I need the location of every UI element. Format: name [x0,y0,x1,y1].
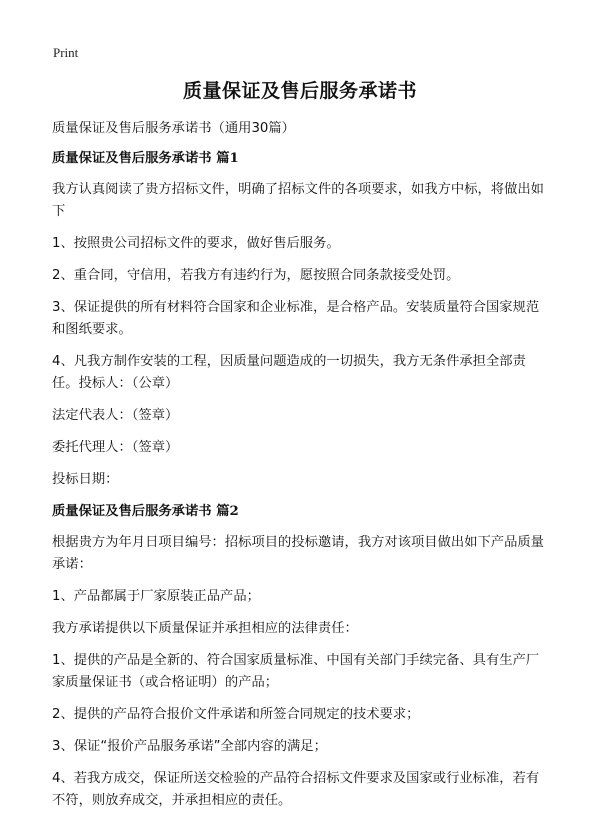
paragraph: 1、提供的产品是全新的、符合国家质量标准、中国有关部门手续完备、具有生产厂家质量保证书（或合格证明）的产品； [52,653,540,690]
paragraph: 我方承诺提供以下质量保证并承担相应的法律责任： [52,621,358,636]
paragraph: 2、重合同，守信用，若我方有违约行为，愿按照合同条款接受处罚。 [52,268,460,283]
document-body [52,118,552,822]
paragraph: 根据贵方为年月日项目编号：招标项目的投标邀请，我方对该项目做出如下产品质量承诺： [52,535,544,572]
paragraph: 2、提供的产品符合报价文件承诺和所签合同规定的技术要求； [52,707,420,722]
paragraph: 委托代理人：（签章） [52,440,179,455]
print-link[interactable]: Print [53,45,79,60]
section-heading-1: 质量保证及售后服务承诺书 篇1 [52,151,239,166]
paragraph: 3、保证“报价产品服务承诺”全部内容的满足； [52,739,327,754]
document-title: 质量保证及售后服务承诺书 [182,80,417,102]
paragraph: 1、按照贵公司招标文件的要求，做好售后服务。 [52,236,340,251]
paragraph: 4、凡我方制作安装的工程，因质量问题造成的一切损失，我方无条件承担全部责任。投标人：（公章） [52,354,526,391]
paragraph: 1、产品都属于厂家原装正品产品； [52,589,260,604]
paragraph: 4、若我方成交，保证所送交检验的产品符合招标文件要求及国家或行业标准，若有不符，则放弃成交，并承担相应的责任。 [52,771,540,808]
section-heading-2: 质量保证及售后服务承诺书 篇2 [52,504,239,519]
document-subtitle: 质量保证及售后服务承诺书（通用30篇） [52,121,295,136]
paragraph: 投标日期： [52,472,119,487]
paragraph: 法定代表人：（签章） [52,408,179,423]
paragraph: 我方认真阅读了贵方招标文件，明确了招标文件的各项要求，如我方中标，将做出如下 [52,182,544,219]
paragraph: 3、保证提供的所有材料符合国家和企业标准，是合格产品。安装质量符合国家规范和图纸要求。 [52,300,540,337]
